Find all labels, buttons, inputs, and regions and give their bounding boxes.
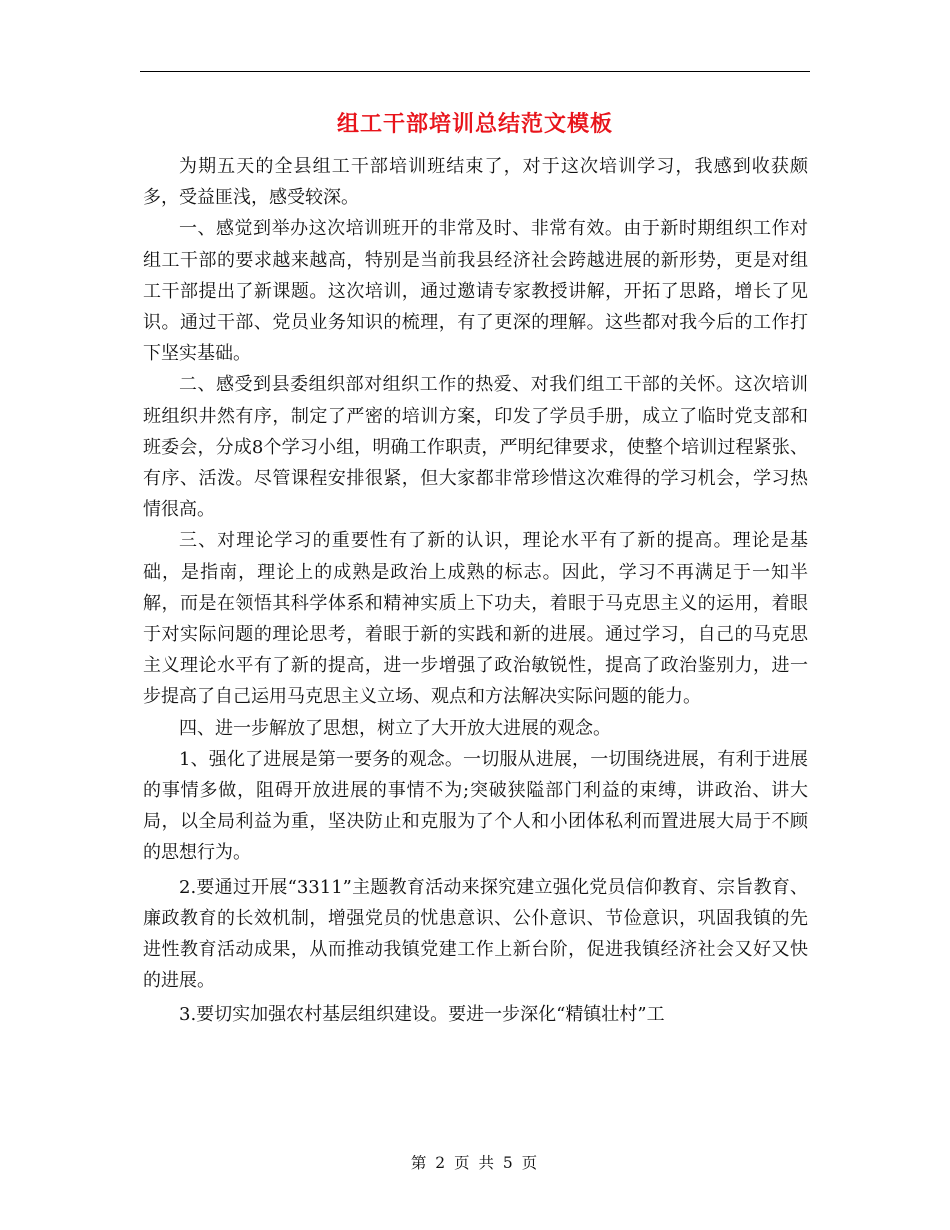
paragraph-section-4: 四、进一步解放了思想，树立了大开放大进展的观念。 xyxy=(179,717,611,739)
paragraph-section-2: 二、感受到县委组织部对组织工作的热爱、对我们组工干部的关怀。这次培训班组织井然有序，制定了严密的培训方案，印发了学员手册，成立了临时党支部和班委会，分成8个学习小组，明确工作职责，严明纪律要求，使整个培训过程紧张、有序、活泼。尽管课程安排很紧，但大家都非常珍惜这次难得的学习机会，学习热情很高。 xyxy=(143,374,808,521)
paragraph-section-1: 一、感觉到举办这次培训班开的非常及时、非常有效。由于新时期组织工作对组工干部的要求越来越高，特别是当前我县经济社会跨越进展的新形势，更是对组工干部提出了新课题。这次培训，通过邀请专家教授讲解，开拓了思路，增长了见识。通过干部、党员业务知识的梳理，有了更深的理解。这些都对我今后的工作打下坚实基础。 xyxy=(143,218,808,365)
document-body xyxy=(143,151,808,1031)
paragraph-intro: 为期五天的全县组工干部培训班结束了，对于这次培训学习，我感到收获颇多，受益匪浅，感受较深。 xyxy=(143,156,808,209)
paragraph-item-3: 3.要切实加强农村基层组织建设。要进一步深化“精镇壮村”工 xyxy=(179,1004,665,1026)
document-title: 组工干部培训总结范文模板 xyxy=(336,111,613,137)
paragraph-section-3: 三、对理论学习的重要性有了新的认识，理论水平有了新的提高。理论是基础，是指南，理论上的成熟是政治上成熟的标志。因此，学习不再满足于一知半解，而是在领悟其科学体系和精神实质上下功夫，着眼于马克思主义的运用，着眼于对实际问题的理论思考，着眼于新的实践和新的进展。通过学习，自己的马克思主义理论水平有了新的提高，进一步增强了政治敏锐性，提高了政治鉴别力，进一步提高了自己运用马克思主义立场、观点和方法解决实际问题的能力。 xyxy=(143,530,808,708)
header-rule xyxy=(140,71,810,72)
paragraph-item-1: 1、强化了进展是第一要务的观念。一切服从进展，一切围绕进展，有利于进展的事情多做，阻碍开放进展的事情不为;突破狭隘部门利益的束缚，讲政治、讲大局，以全局利益为重，坚决防止和克服为了个人和小团体私利而置进展大局于不顾的思想行为。 xyxy=(143,748,808,864)
paragraph-item-2: 2.要通过开展“3311”主题教育活动来探究建立强化党员信仰教育、宗旨教育、廉政教育的长效机制，增强党员的忧患意识、公仆意识、节俭意识，巩固我镇的先进性教育活动成果，从而推动我镇党建工作上新台阶，促进我镇经济社会又好又快的进展。 xyxy=(143,876,808,992)
page-number-footer: 第 2 页 共 5 页 xyxy=(410,1154,540,1172)
